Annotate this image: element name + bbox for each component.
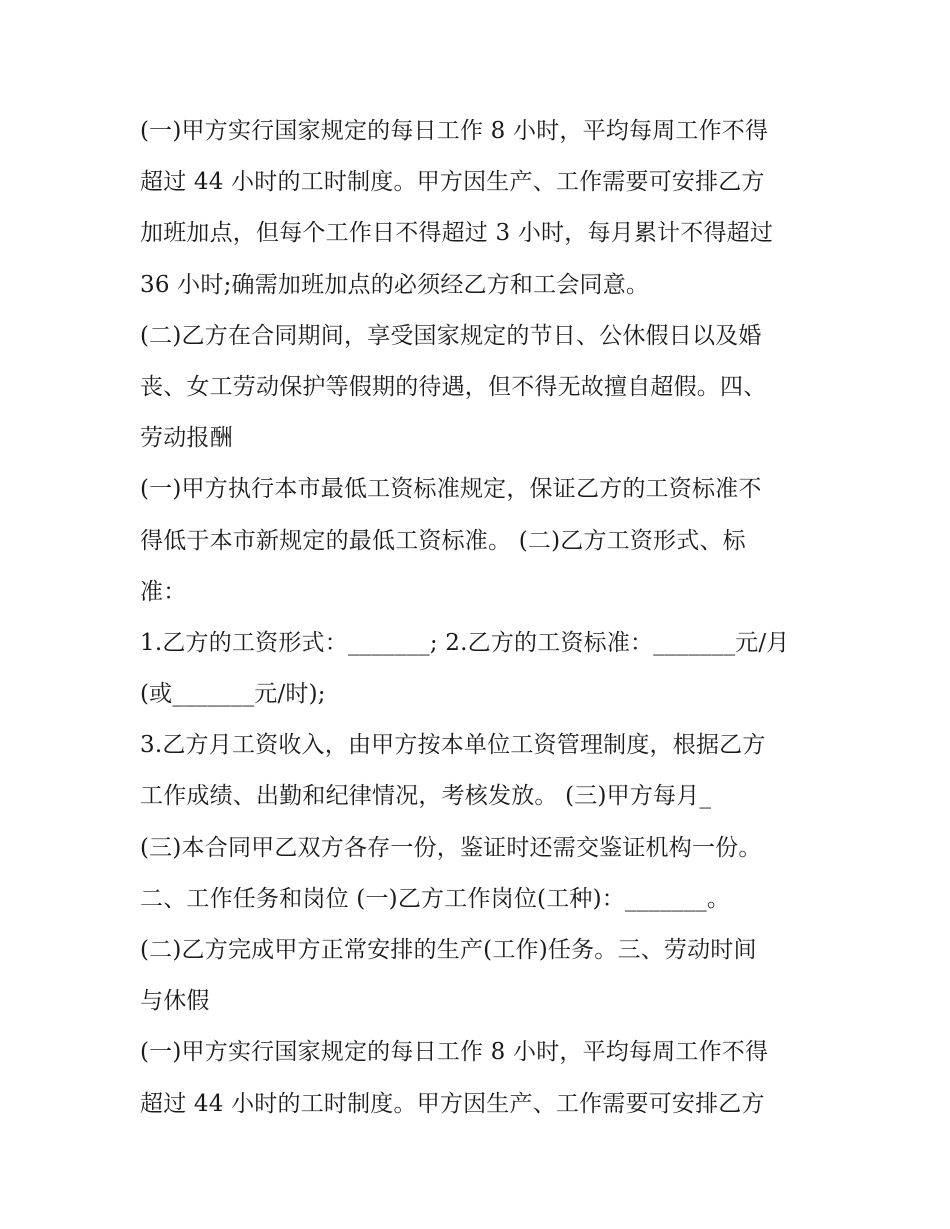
text-line: (一)甲方执行本市最低工资标准规定，保证乙方的工资标准不	[140, 476, 762, 503]
text-line: 丧、女工劳动保护等假期的待遇，但不得无故擅自超假。四、	[140, 373, 767, 400]
text-line: 36 小时;确需加班加点的必须经乙方和工会同意。	[140, 271, 650, 298]
text-line: 工作成绩、出勤和纪律情况，考核发放。 (三)甲方每月_	[140, 783, 712, 810]
text-line: 加班加点，但每个工作日不得超过 3 小时，每月累计不得超过	[140, 220, 774, 247]
text-line: (或_______元/时);	[140, 681, 326, 708]
text-line: 超过 44 小时的工时制度。甲方因生产、工作需要可安排乙方	[140, 169, 765, 196]
text-line: 得低于本市新规定的最低工资标准。 (二)乙方工资形式、标	[140, 527, 746, 554]
text-line: 超过 44 小时的工时制度。甲方因生产、工作需要可安排乙方	[140, 1090, 765, 1117]
text-line: (一)甲方实行国家规定的每日工作 8 小时，平均每周工作不得	[140, 118, 769, 144]
text-line: (三)本合同甲乙双方各存一份，鉴证时还需交鉴证机构一份。	[140, 834, 762, 861]
text-line: 1.乙方的工资形式：_______; 2.乙方的工资标准：_______元/月	[140, 629, 790, 656]
text-line: 准：	[140, 578, 187, 605]
text-line: (二)乙方完成甲方正常安排的生产(工作)任务。三、劳动时间	[140, 937, 757, 963]
text-line: 3.乙方月工资收入，由甲方按本单位工资管理制度，根据乙方	[140, 732, 766, 759]
contract-text	[140, 106, 820, 1130]
text-line: 与休假	[140, 988, 210, 1015]
text-line: 二、工作任务和岗位 (一)乙方工作岗位(工种)：_______。	[140, 885, 731, 912]
text-line: 劳动报酬	[140, 425, 233, 452]
text-line: (二)乙方在合同期间，享受国家规定的节日、公休假日以及婚	[140, 322, 762, 349]
text-line: (一)甲方实行国家规定的每日工作 8 小时，平均每周工作不得	[140, 1039, 769, 1066]
